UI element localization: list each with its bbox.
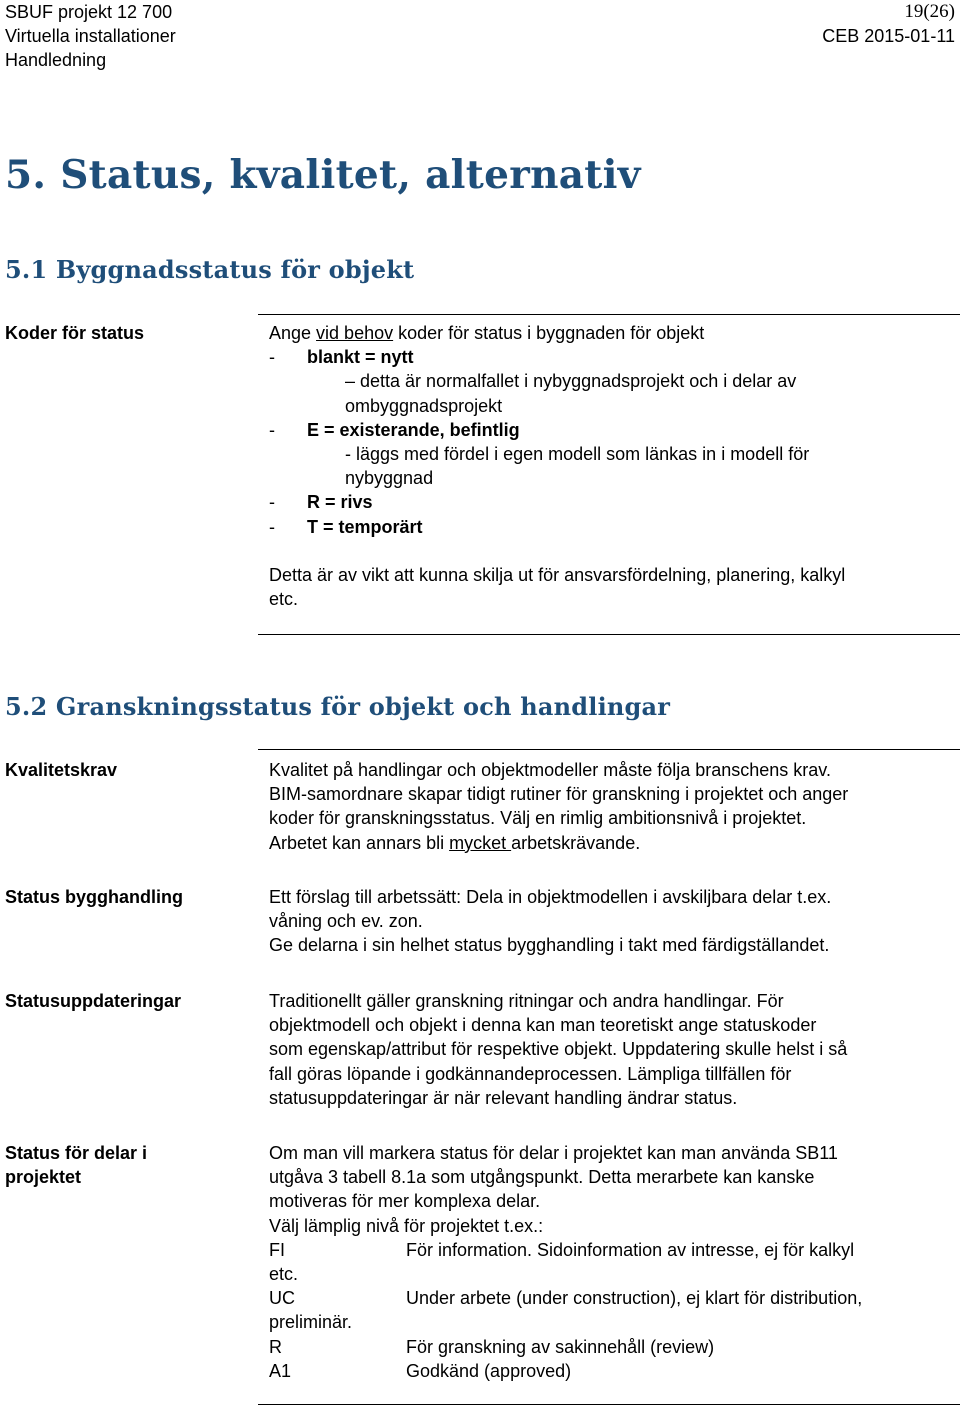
code-note: – detta är normalfallet i nybyggnadsprojekt och i delar av ombyggnadsprojekt	[345, 371, 797, 416]
construction-status-text: Ett förslag till arbetssätt: Dela in objektmodellen i avskiljbara delar t.ex. våning och ev. zon. Ge delarna i sin helhet status bygghandling i takt med färdigställandet.	[269, 887, 832, 956]
code-item: - E = existerande, befintlig	[269, 419, 520, 440]
project-name: SBUF projekt 12 700	[5, 2, 173, 22]
quality-requirements-label: Kvalitetskrav	[5, 760, 118, 780]
status-code-description: Under arbete (under construction), ej klart för distribution,	[406, 1288, 863, 1309]
status-updates-text: Traditionellt gäller granskning ritningar och andra handlingar. För objektmodell och objekt i denna kan man teoretiskt ange statuskoder som egenskap/attribut för respektive objekt. Uppdatering skulle helst i så fall göras löpande i godkännandeprocessen. Lämpliga tillfällen för statusuppdateringar är när relevant handling ändrar status.	[269, 991, 848, 1108]
table-rule	[258, 634, 960, 635]
section-5-2-title: 5.2 Granskningsstatus för objekt och handlingar	[5, 692, 671, 721]
status-code-row	[269, 1238, 954, 1262]
code-note: - läggs med fördel i egen modell som länkas in i modell för nybyggnad	[345, 444, 810, 489]
status-code-row	[269, 1359, 954, 1383]
status-codes-label: Koder för status	[5, 323, 145, 343]
part-status-label: Status för delar i projektet	[5, 1143, 148, 1187]
status-codes-text	[269, 321, 954, 611]
status-code-row	[269, 1335, 954, 1359]
code-item: - T = temporärt	[269, 516, 423, 537]
status-code: FI	[269, 1239, 285, 1260]
status-code-description: För granskning av sakinnehåll (review)	[406, 1336, 715, 1357]
document-type: Handledning	[5, 50, 107, 70]
status-footer: Detta är av vikt att kunna skilja ut för ansvarsfördelning, planering, kalkyl etc.	[269, 564, 846, 610]
table-rule	[258, 314, 960, 315]
chapter-title: 5. Status, kvalitet, alternativ	[5, 152, 641, 198]
quality-requirements-text: Kvalitet på handlingar och objektmodeller måste följa branschens krav. BIM-samordnare skapar tidigt rutiner för granskning i projektet och anger koder för granskningsstatus. Välj en rimlig ambitionsnivå i projektet. Arbetet kan annars bli mycket arbetskrävande.	[269, 760, 849, 853]
status-code-description: Godkänd (approved)	[406, 1360, 572, 1381]
document-reference: CEB 2015-01-11	[822, 26, 955, 46]
construction-status-label: Status bygghandling	[5, 887, 183, 907]
status-code-row	[269, 1286, 954, 1310]
underlined-text: mycket	[449, 832, 512, 853]
page-header-left	[5, 0, 176, 72]
section-5-1-title: 5.1 Byggnadsstatus för objekt	[5, 255, 415, 284]
status-code-description: För information. Sidoinformation av intresse, ej för kalkyl	[406, 1239, 855, 1260]
part-status-text: Om man vill markera status för delar i projektet kan man använda SB11 utgåva 3 tabell 8.1a som utgångspunkt. Detta merarbete kan kanske motiveras för mer komplexa delar. Välj lämplig nivå för projektet t.ex.: FI För information. Sidoinformation av intresse, ej för kalkyl etc. UC Under arbete (under construction), ej klart för distribution, preliminär. R För granskning av sakinnehåll (review) A1 Godkänd (approved)	[269, 1141, 954, 1383]
table-rule	[258, 749, 960, 750]
table-rule	[258, 1404, 960, 1405]
status-code: R	[269, 1336, 282, 1357]
page-header-right	[822, 0, 955, 48]
code-item: - R = rivs	[269, 492, 373, 513]
status-code: A1	[269, 1360, 292, 1381]
underlined-text: vid behov	[316, 323, 394, 343]
page-number: 19(26)	[904, 1, 955, 22]
status-updates-label: Statusuppdateringar	[5, 991, 182, 1011]
project-subtitle: Virtuella installationer	[5, 26, 176, 46]
status-code: UC	[269, 1288, 295, 1309]
status-intro: Ange vid behov koder för status i byggnaden för objekt	[269, 323, 705, 343]
code-item: - blankt = nytt	[269, 347, 414, 368]
